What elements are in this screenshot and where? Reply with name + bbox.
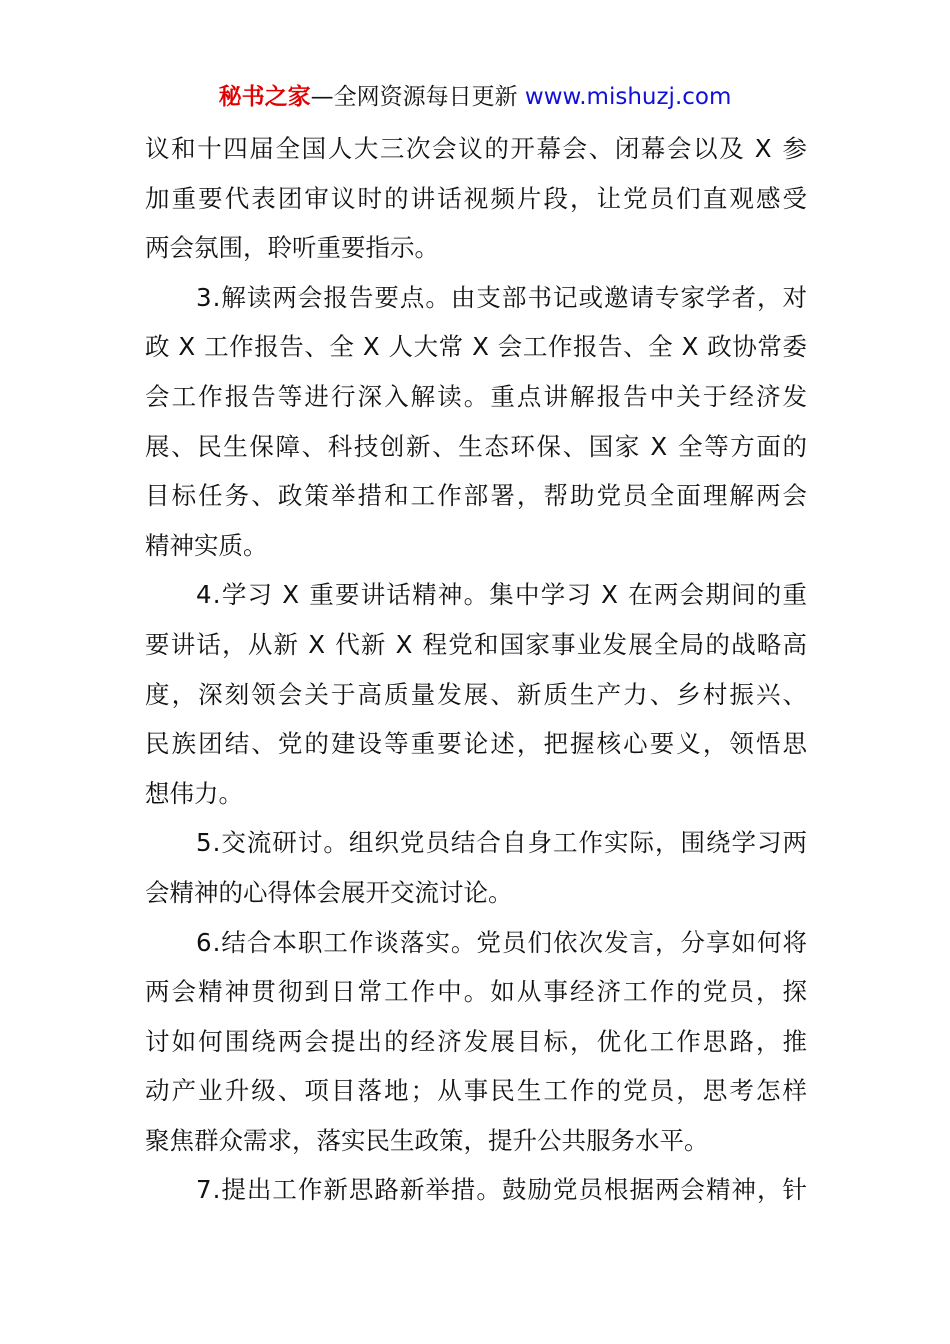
text-line: 7.提出工作新思路新举措。鼓励党员根据两会精神，针 <box>196 1175 808 1205</box>
brand-name: 秘书之家 <box>218 84 311 110</box>
text-line: 讨如何围绕两会提出的经济发展目标，优化工作思路，推 <box>145 1026 810 1056</box>
text-line: 议和十四届全国人大三次会议的开幕会、闭幕会以及 X 参 <box>145 134 809 163</box>
site-link[interactable]: www.mishuzj.com <box>524 84 732 110</box>
document-body <box>145 124 810 1215</box>
text-line: 聚焦群众需求，落实民生政策，提升公共服务水平。 <box>145 1125 709 1155</box>
text-line: 动产业升级、项目落地；从事民生工作的党员，思考怎样 <box>145 1076 810 1106</box>
text-line: 想伟力。 <box>145 778 243 808</box>
text-line: 3.解读两会报告要点。由支部书记或邀请专家学者，对 <box>196 282 808 312</box>
text-line: 会精神的心得体会展开交流讨论。 <box>145 877 513 907</box>
text-line: 民族团结、党的建设等重要论述，把握核心要义，领悟思 <box>145 729 810 759</box>
text-line: 6.结合本职工作谈落实。党员们依次发言，分享如何将 <box>196 927 808 957</box>
text-line: 4.学习 X 重要讲话精神。集中学习 X 在两会期间的重 <box>196 580 809 610</box>
page-header <box>0 82 950 112</box>
text-line: 政 X 工作报告、全 X 人大常 X 会工作报告、全 X 政协常委 <box>145 332 808 362</box>
text-line: 两会氛围，聆听重要指示。 <box>145 233 439 263</box>
text-line: 会工作报告等进行深入解读。重点讲解报告中关于经济发 <box>145 381 810 411</box>
text-line: 展、民生保障、科技创新、生态环保、国家 X 全等方面的 <box>145 431 809 461</box>
text-line: 度，深刻领会关于高质量发展、新质生产力、乡村振兴、 <box>145 679 810 709</box>
text-line: 5.交流研讨。组织党员结合自身工作实际，围绕学习两 <box>196 828 808 858</box>
header-tagline: —全网资源每日更新 <box>310 84 518 110</box>
text-line: 目标任务、政策举措和工作部署，帮助党员全面理解两会 <box>145 481 810 511</box>
text-line: 两会精神贯彻到日常工作中。如从事经济工作的党员，探 <box>145 977 810 1007</box>
text-line: 加重要代表团审议时的讲话视频片段，让党员们直观感受 <box>145 183 810 213</box>
text-line: 要讲话，从新 X 代新 X 程党和国家事业发展全局的战略高 <box>145 629 809 659</box>
text-line: 精神实质。 <box>145 530 268 560</box>
